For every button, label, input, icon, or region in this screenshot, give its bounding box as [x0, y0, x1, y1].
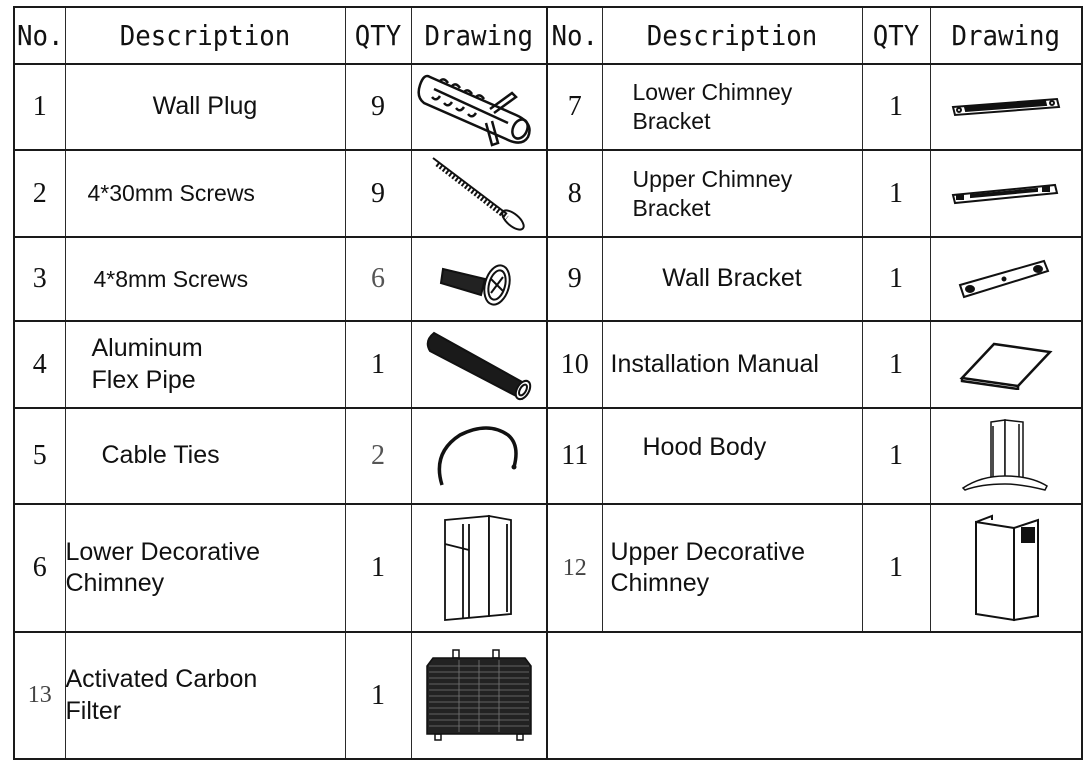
item-no: 4	[14, 321, 65, 408]
item-qty: 1	[345, 504, 411, 632]
item-drawing	[930, 408, 1082, 504]
header-qty-right: QTY	[865, 7, 928, 64]
item-drawing	[930, 321, 1082, 408]
short-screw-icon	[439, 249, 519, 309]
header-description-right: Description	[612, 7, 851, 64]
parts-list-sheet	[13, 6, 1081, 758]
item-no: 13	[14, 632, 65, 759]
item-description	[65, 150, 345, 237]
long-screw-icon	[429, 154, 529, 234]
item-drawing	[411, 150, 547, 237]
item-qty: 1	[862, 237, 930, 321]
item-description-line: 4*30mm Screws	[87, 180, 255, 207]
cable-tie-icon	[434, 423, 524, 489]
item-no: 5	[14, 408, 65, 504]
item-description-line: Installation Manual	[610, 349, 819, 378]
header-drawing-right: Drawing	[936, 7, 1076, 64]
item-description	[65, 632, 345, 759]
item-description-line: Flex Pipe	[91, 365, 196, 394]
header-no: No.	[16, 7, 63, 64]
item-drawing	[411, 504, 547, 632]
item-drawing	[930, 64, 1082, 150]
item-no: 2	[14, 150, 65, 237]
item-qty: 9	[345, 150, 411, 237]
carbon-filter-icon	[423, 648, 535, 744]
item-no: 7	[547, 64, 602, 150]
header-drawing: Drawing	[416, 7, 541, 64]
item-drawing	[411, 632, 547, 759]
item-description-line: Activated Carbon	[65, 665, 258, 694]
header-description: Description	[76, 7, 334, 64]
item-description	[65, 408, 345, 504]
item-qty: 1	[862, 64, 930, 150]
table-row	[14, 321, 1082, 408]
lower-chimney-icon	[441, 512, 517, 624]
item-description	[65, 237, 345, 321]
item-no: 11	[547, 408, 602, 504]
item-drawing	[930, 504, 1082, 632]
item-description	[602, 150, 862, 237]
table-row	[14, 632, 1082, 759]
item-drawing	[411, 64, 547, 150]
wall-bracket-icon	[958, 255, 1054, 303]
upper-chimney-icon	[968, 512, 1044, 624]
upper-bracket-icon	[951, 181, 1061, 207]
item-qty: 2	[345, 408, 411, 504]
table-row	[14, 64, 1082, 150]
item-drawing	[930, 150, 1082, 237]
item-description-line: Hood Body	[642, 433, 767, 462]
table-row	[14, 150, 1082, 237]
item-no: 12	[547, 504, 602, 632]
item-qty: 6	[345, 237, 411, 321]
item-description	[65, 504, 345, 632]
item-description-line: Chimney	[610, 569, 710, 597]
item-qty: 1	[345, 321, 411, 408]
item-drawing	[930, 237, 1082, 321]
item-no: 1	[14, 64, 65, 150]
item-no: 3	[14, 237, 65, 321]
item-description	[602, 237, 862, 321]
item-qty: 1	[862, 321, 930, 408]
item-description-line: 4*8mm Screws	[93, 265, 249, 292]
header-no-right: No.	[549, 7, 600, 64]
item-description	[602, 64, 862, 150]
item-description-line: Cable Ties	[101, 441, 220, 470]
manual-icon	[958, 340, 1054, 390]
table-row	[14, 237, 1082, 321]
hood-body-icon	[961, 418, 1051, 494]
item-description-line: Aluminum	[91, 334, 203, 363]
header-row	[14, 7, 1082, 64]
item-qty: 9	[345, 64, 411, 150]
item-description-line: Wall Bracket	[662, 264, 802, 293]
item-description	[65, 321, 345, 408]
item-description	[602, 504, 862, 632]
wall-plug-icon	[416, 67, 542, 147]
item-description-line: Wall Plug	[152, 92, 258, 121]
item-description	[65, 64, 345, 150]
item-description-line: Upper Decorative	[610, 537, 806, 566]
header-qty: QTY	[348, 7, 409, 64]
item-description-line: Upper Chimney	[632, 165, 793, 192]
item-no: 8	[547, 150, 602, 237]
item-description-line: Bracket	[632, 108, 711, 134]
item-description-line: Lower Decorative	[65, 537, 261, 566]
item-drawing	[411, 408, 547, 504]
item-drawing	[411, 321, 547, 408]
item-qty: 1	[862, 408, 930, 504]
empty-cell	[547, 632, 1082, 759]
item-qty: 1	[345, 632, 411, 759]
lower-bracket-icon	[951, 95, 1061, 119]
item-description	[602, 321, 862, 408]
table-row	[14, 408, 1082, 504]
item-no: 10	[547, 321, 602, 408]
item-qty: 1	[862, 150, 930, 237]
item-description-line: Lower Chimney	[632, 79, 793, 106]
item-description-line: Bracket	[632, 194, 711, 221]
item-description-line: Filter	[65, 696, 122, 725]
item-drawing	[411, 237, 547, 321]
table-row	[14, 504, 1082, 632]
item-qty: 1	[862, 504, 930, 632]
item-no: 6	[14, 504, 65, 632]
flex-pipe-icon	[424, 327, 534, 403]
item-description	[602, 408, 862, 504]
item-description-line: Chimney	[65, 569, 165, 597]
item-no: 9	[547, 237, 602, 321]
parts-list-table	[13, 6, 1083, 760]
